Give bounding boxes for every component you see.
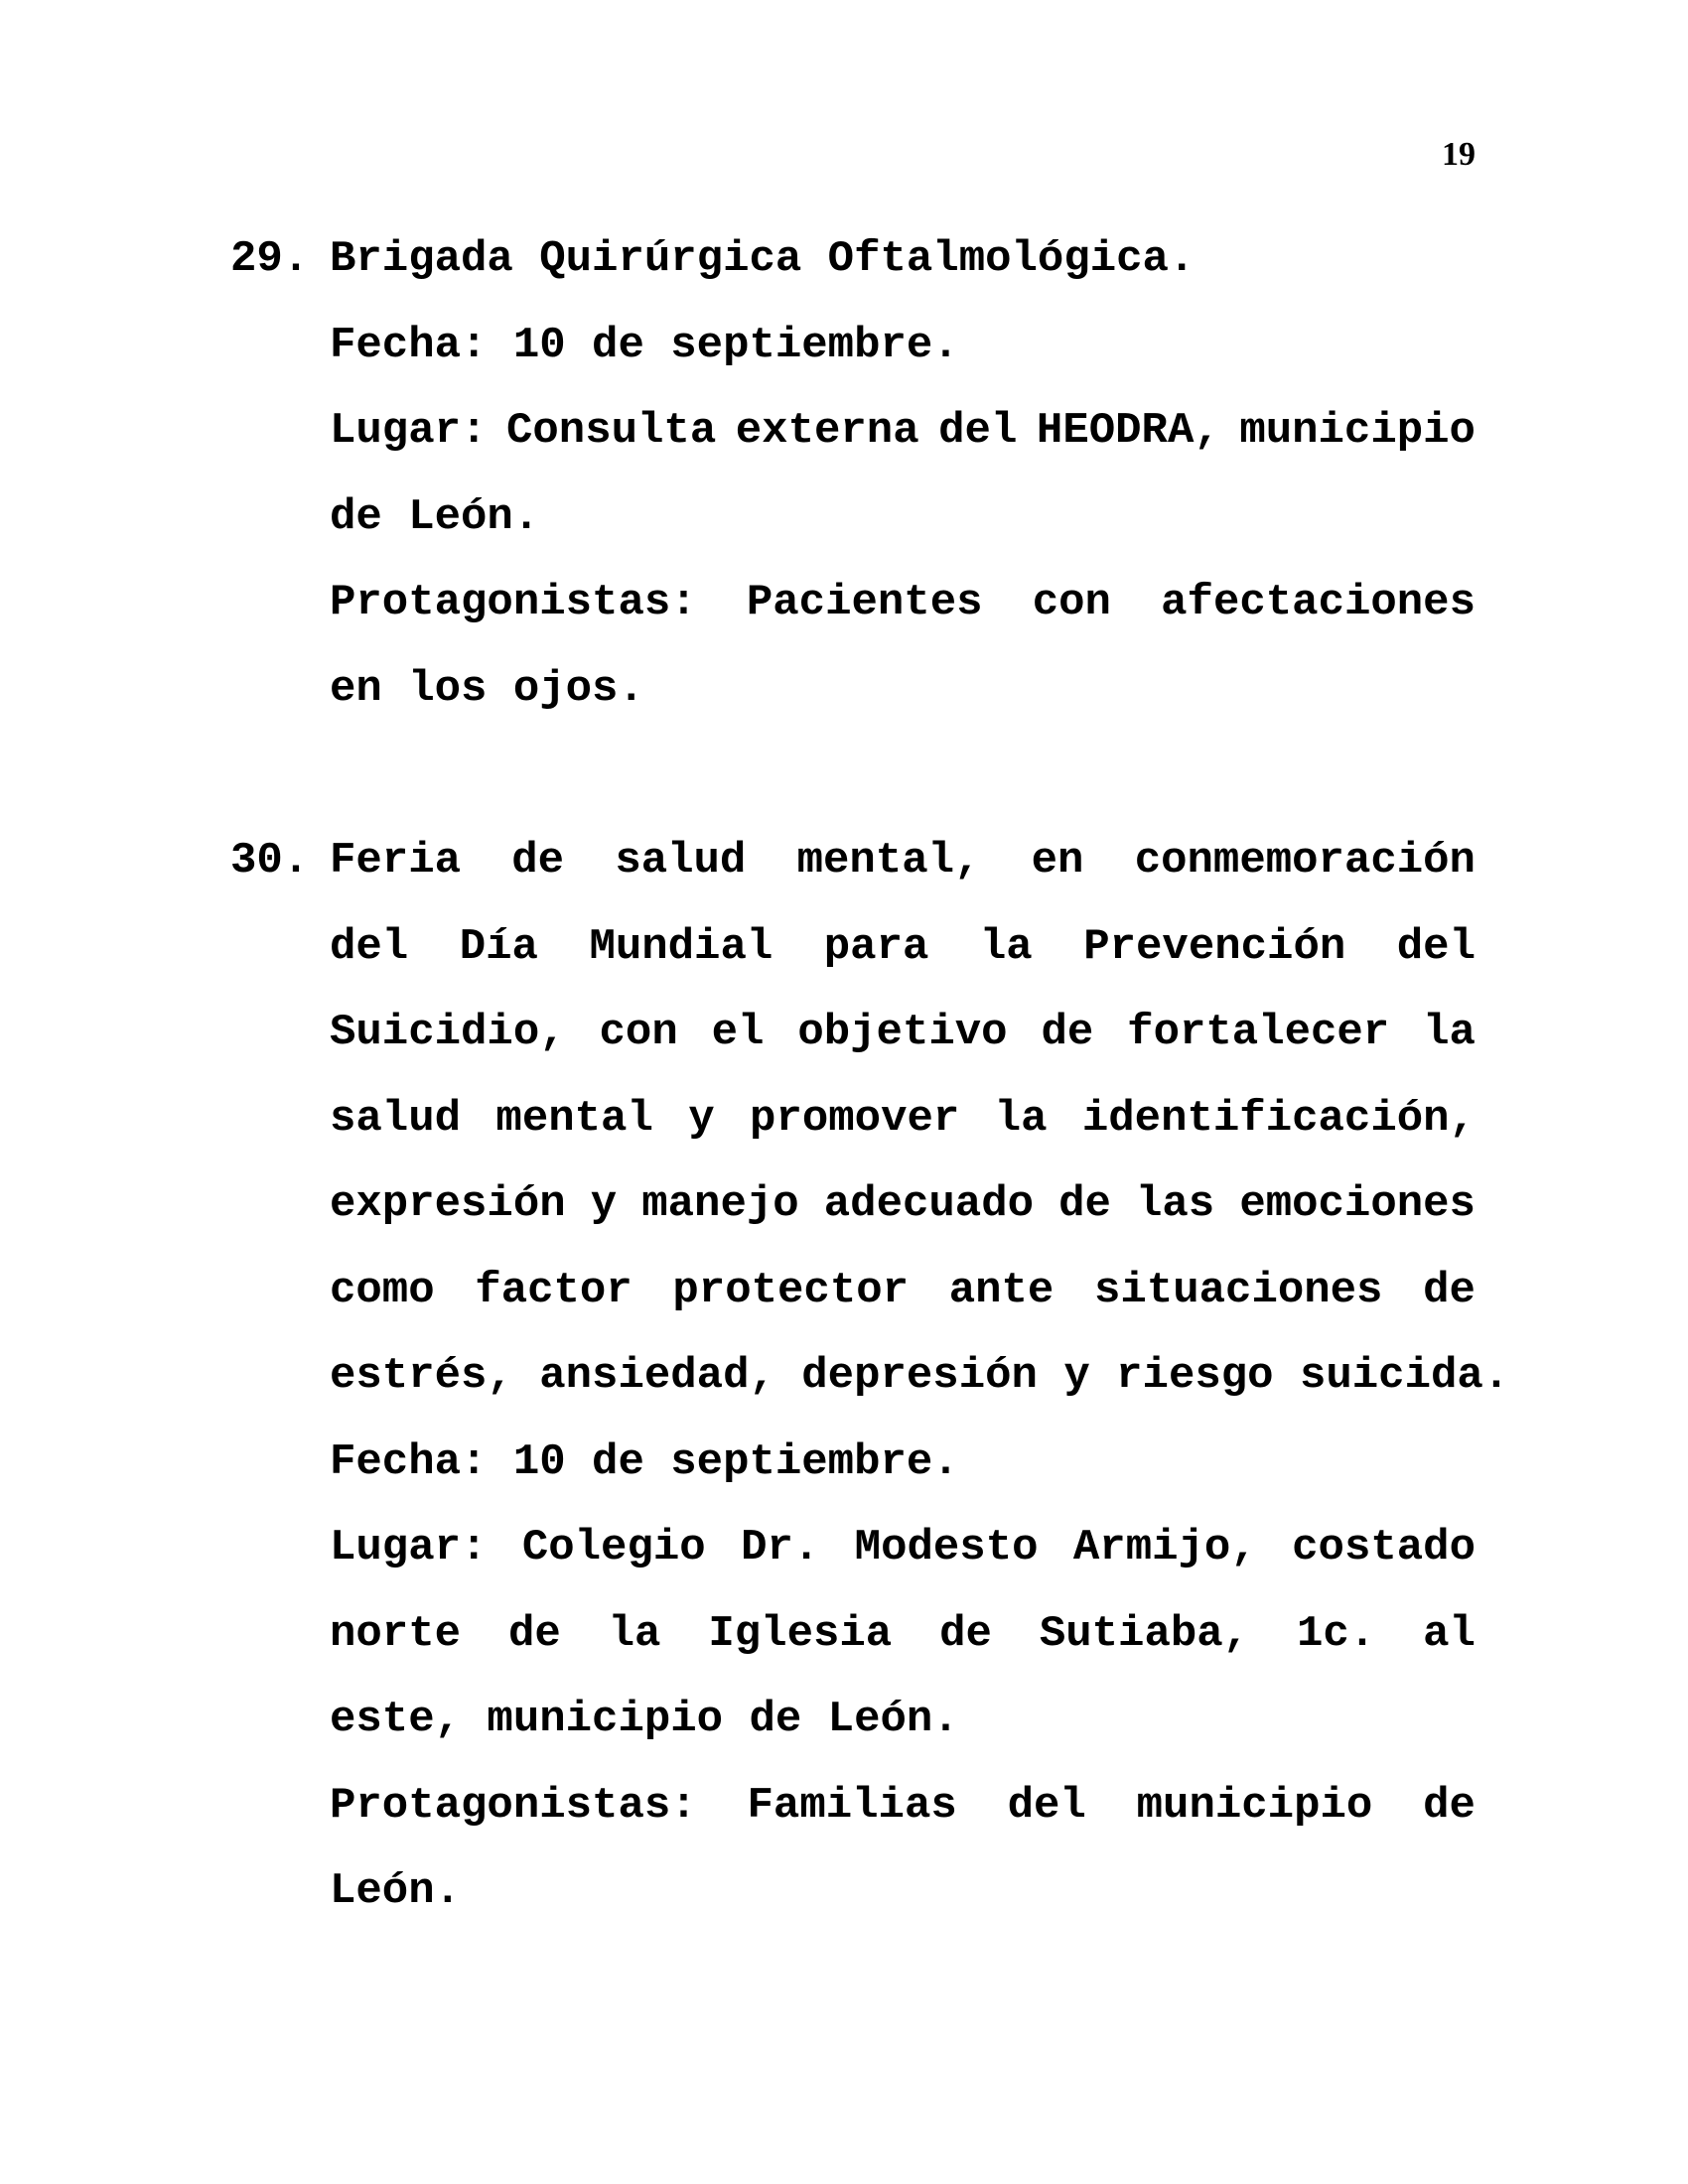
place-line: este, municipio de León.	[330, 1695, 959, 1744]
word: la	[994, 1093, 1048, 1144]
word: y	[590, 1179, 618, 1229]
word: en	[1031, 836, 1084, 886]
word: Modesto	[854, 1523, 1039, 1572]
word: como	[330, 1265, 435, 1315]
word: de	[1058, 1179, 1111, 1229]
word: con	[599, 1008, 678, 1057]
word: Mundial	[589, 921, 774, 972]
description-line	[330, 1248, 1476, 1334]
word: la	[979, 921, 1033, 972]
word: mental	[495, 1093, 653, 1144]
word: expresión	[330, 1179, 566, 1229]
word: promover	[750, 1093, 960, 1144]
word: de	[507, 1608, 561, 1659]
word: manejo	[641, 1179, 799, 1229]
word: HEODRA,	[1036, 406, 1220, 456]
participants-line	[330, 1763, 1476, 1849]
word: las	[1136, 1179, 1215, 1229]
word: adecuado	[823, 1179, 1034, 1229]
word: de	[1423, 1265, 1476, 1315]
description-line	[330, 1076, 1476, 1162]
word: la	[1423, 1008, 1476, 1057]
word: externa	[735, 406, 919, 456]
word: Armijo,	[1072, 1523, 1257, 1572]
word: al	[1423, 1608, 1476, 1659]
word: Suicidio,	[330, 1008, 566, 1057]
item-title: Brigada Quirúrgica Oftalmológica.	[330, 234, 1196, 284]
list-item-29	[230, 216, 1476, 732]
word: norte	[330, 1608, 462, 1659]
word: Feria	[330, 836, 462, 886]
description-line	[330, 1161, 1476, 1248]
date-line: Fecha: 10 de septiembre.	[330, 1436, 959, 1487]
word: Día	[459, 921, 538, 972]
place-line	[330, 1505, 1476, 1591]
word: del	[1396, 921, 1476, 972]
word: de	[511, 836, 565, 886]
word: Protagonistas:	[330, 578, 697, 627]
word: Familias	[747, 1780, 957, 1831]
word: el	[711, 1008, 765, 1057]
word: Lugar:	[330, 1523, 488, 1572]
word: factor	[475, 1265, 633, 1315]
word: municipio	[1136, 1780, 1373, 1831]
word: Consulta	[505, 406, 717, 456]
word: costado	[1292, 1523, 1476, 1572]
word: y	[688, 1093, 715, 1144]
word: con	[1032, 578, 1111, 627]
place-line	[330, 1591, 1476, 1678]
word: salud	[615, 836, 747, 886]
description-line	[330, 904, 1476, 991]
participants-line	[330, 560, 1476, 646]
word: del	[938, 406, 1018, 456]
word: para	[823, 921, 929, 972]
word: municipio	[1239, 406, 1476, 456]
participants-line: León.	[330, 1866, 462, 1916]
word: Prevención	[1083, 921, 1346, 972]
item-number: 30.	[230, 836, 310, 886]
word: 1c.	[1296, 1608, 1376, 1659]
word: protector	[672, 1265, 910, 1315]
word: del	[330, 921, 409, 972]
word: de	[1423, 1780, 1476, 1831]
word: mental,	[796, 836, 981, 886]
word: Dr.	[741, 1523, 820, 1572]
word: Iglesia	[708, 1608, 893, 1659]
word: de	[1041, 1008, 1094, 1057]
place-line: de León.	[330, 491, 540, 542]
word: Sutiaba,	[1039, 1608, 1250, 1659]
word: de	[939, 1608, 992, 1659]
item-number: 29.	[230, 234, 310, 284]
word: Protagonistas:	[330, 1780, 697, 1831]
item-body	[330, 818, 1510, 1935]
word: objetivo	[797, 1008, 1008, 1057]
date-line: Fecha: 10 de septiembre.	[330, 320, 959, 370]
word: Lugar:	[330, 406, 488, 456]
page-number: 19	[1442, 136, 1476, 173]
word: identificación,	[1081, 1093, 1476, 1144]
description-line	[330, 818, 1476, 904]
word: ante	[948, 1265, 1055, 1315]
list-item-30	[230, 818, 1510, 1935]
word: fortalecer	[1127, 1008, 1390, 1057]
description-line: estrés, ansiedad, depresión y riesgo suicida.	[330, 1351, 1510, 1401]
description-line	[330, 990, 1476, 1076]
word: Colegio	[521, 1523, 706, 1572]
word: emociones	[1239, 1179, 1476, 1229]
word: del	[1007, 1780, 1086, 1831]
participants-line: en los ojos.	[330, 663, 644, 714]
word: la	[608, 1608, 661, 1659]
word: Pacientes	[746, 578, 983, 627]
word: salud	[330, 1093, 462, 1144]
word: afectaciones	[1161, 578, 1476, 627]
word: situaciones	[1094, 1265, 1383, 1315]
word: conmemoración	[1134, 836, 1476, 886]
place-line	[330, 388, 1476, 475]
item-body	[330, 216, 1476, 732]
